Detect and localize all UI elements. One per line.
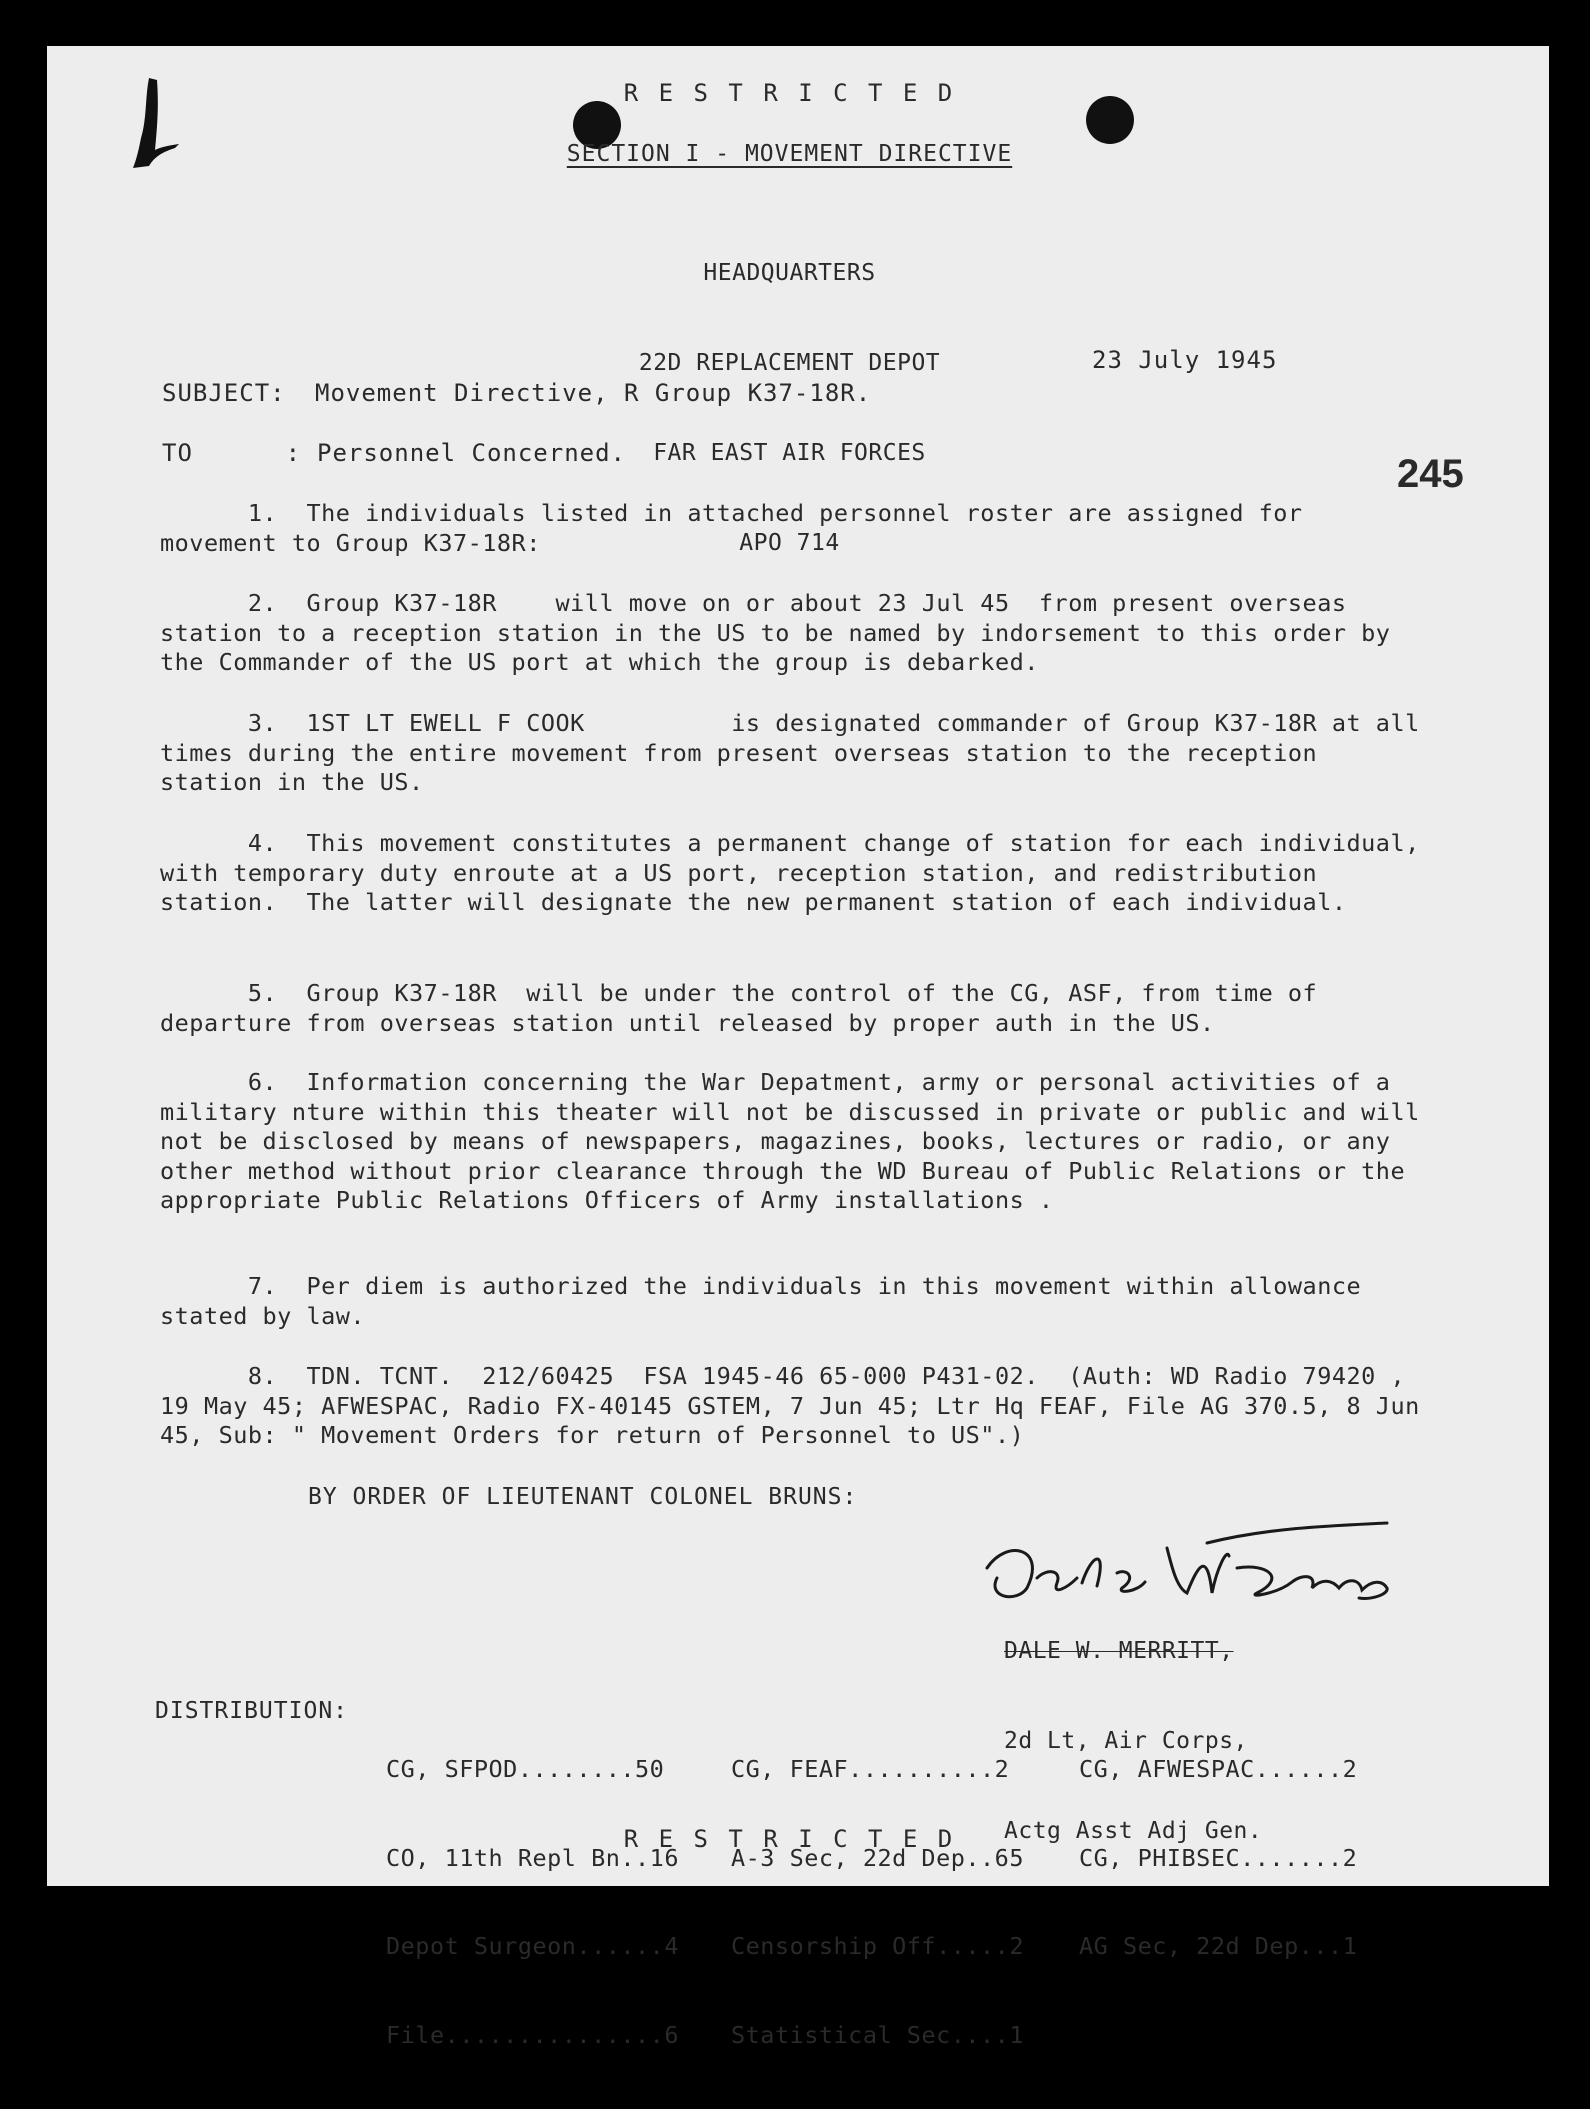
paragraph-number: 6. xyxy=(247,1068,278,1096)
classification-bottom: R E S T R I C T E D xyxy=(623,1825,956,1853)
paragraph xyxy=(160,829,1435,918)
distribution-item: CO, 11th Repl Bn..16 xyxy=(386,1843,679,1872)
paragraph-text: Information concerning the War Depatment, army or personal activities of a military nture within this theater will not be discussed in private or public and will not be disclosed by means of newspapers, magazines, books, lectures or radio, or any other method without prior clearance through the WD Bureau of Public Relations or the appropriate Public Relations Officers of Army installations . xyxy=(160,1068,1435,1214)
subject-label: SUBJECT: xyxy=(162,379,286,407)
distribution-item: CG, FEAF..........2 xyxy=(731,1755,1010,1783)
paragraph-number: 4. xyxy=(247,829,278,857)
paragraph xyxy=(160,1272,1425,1331)
paragraph-number: 5. xyxy=(247,979,278,1007)
distribution-item: A-3 Sec, 22d Dep..65 xyxy=(731,1843,1024,1872)
paragraph-text: Group K37-18R will move on or about 23 Jul 45 from present overseas station to a reception station in the US to be named by indorsement to this order by the Commander of the US port at which the group is debarked. xyxy=(160,589,1406,676)
distribution-item: File...............6 xyxy=(386,2020,679,2049)
paragraph-number: 3. xyxy=(247,709,278,737)
paragraph xyxy=(160,709,1435,798)
paragraph-number: 8. xyxy=(247,1362,278,1390)
paragraph-text: This movement constitutes a permanent change of station for each individual, with temporary duty enroute at a US port, reception station, and redistribution station. The latter will designate the new permanent station of each individual. xyxy=(160,829,1435,916)
paragraph-number: 1. xyxy=(247,499,278,527)
paragraph xyxy=(160,589,1425,678)
distribution-item: CG, SFPOD........50 xyxy=(386,1755,665,1783)
paragraph xyxy=(160,499,1425,558)
document-date: 23 July 1945 xyxy=(1092,346,1278,374)
page-number-stamp: 245 xyxy=(1397,452,1464,496)
distribution-item: CG, AFWESPAC......2 xyxy=(1079,1755,1358,1783)
classification-top: R E S T R I C T E D xyxy=(623,79,956,107)
document-page xyxy=(47,46,1549,2049)
distribution-label: DISTRIBUTION: xyxy=(155,1698,349,1724)
distribution-item: Depot Surgeon......4 xyxy=(386,1932,679,1960)
paragraph-text: TDN. TCNT. 212/60425 FSA 1945-46 65-000 P431-02. (Auth: WD Radio 79420 , 19 May 45; AFWESPAC, Radio FX-40145 GSTEM, 7 Jun 45; Ltr Hq FEAF, File AG 370.5, 8 Jun 45, Sub: " Movement Orders for return of Personnel to US".) xyxy=(160,1362,1435,1449)
signer-title: Actg Asst Adj Gen. xyxy=(1004,1818,1263,1844)
signer-rank: 2d Lt, Air Corps, xyxy=(1004,1728,1248,1754)
paragraph-text: The individuals listed in attached personnel roster are assigned for movement to Group K37-18R: xyxy=(160,499,1318,557)
paragraph xyxy=(160,1068,1435,1216)
paragraph xyxy=(160,979,1425,1038)
to-text: Personnel Concerned. xyxy=(317,439,626,467)
distribution-item: AG Sec, 22d Dep...1 xyxy=(1079,1932,1358,1960)
paragraph-text: Group K37-18R will be under the control of the CG, ASF, from time of departure from overseas station until released by proper auth in the US. xyxy=(160,979,1332,1037)
subject-text: Movement Directive, R Group K37-18R. xyxy=(315,379,872,407)
distribution-item: CG, PHIBSEC.......2 xyxy=(1079,1843,1358,1872)
distribution-item: Statistical Sec....1 xyxy=(731,2020,1024,2049)
distribution-item: Censorship Off.....2 xyxy=(731,1932,1024,1960)
signer-name: DALE W. MERRITT, xyxy=(1004,1638,1234,1664)
paragraph-number: 7. xyxy=(247,1272,278,1300)
distribution-column xyxy=(1079,1696,1357,2021)
authority-line: BY ORDER OF LIEUTENANT COLONEL BRUNS: xyxy=(308,1484,858,1510)
hq-line: FAR EAST AIR FORCES xyxy=(653,440,926,466)
hq-line: 22D REPLACEMENT DEPOT xyxy=(638,350,941,376)
paragraph xyxy=(160,1362,1435,1451)
to-label: TO : xyxy=(162,439,302,467)
hq-line: HEADQUARTERS xyxy=(703,260,876,286)
section-title: SECTION I - MOVEMENT DIRECTIVE xyxy=(566,141,1013,167)
paragraph-text: Per diem is authorized the individuals in this movement within allowance stated by law. xyxy=(160,1272,1376,1330)
hq-line: APO 714 xyxy=(739,530,840,556)
paragraph-text: 1ST LT EWELL F COOK is designated commander of Group K37-18R at all times during the entire movement from present overseas station to the reception station in the US. xyxy=(160,709,1435,796)
paragraph-number: 2. xyxy=(247,589,278,617)
distribution-column xyxy=(731,1696,1024,2109)
distribution-column xyxy=(386,1696,679,2109)
